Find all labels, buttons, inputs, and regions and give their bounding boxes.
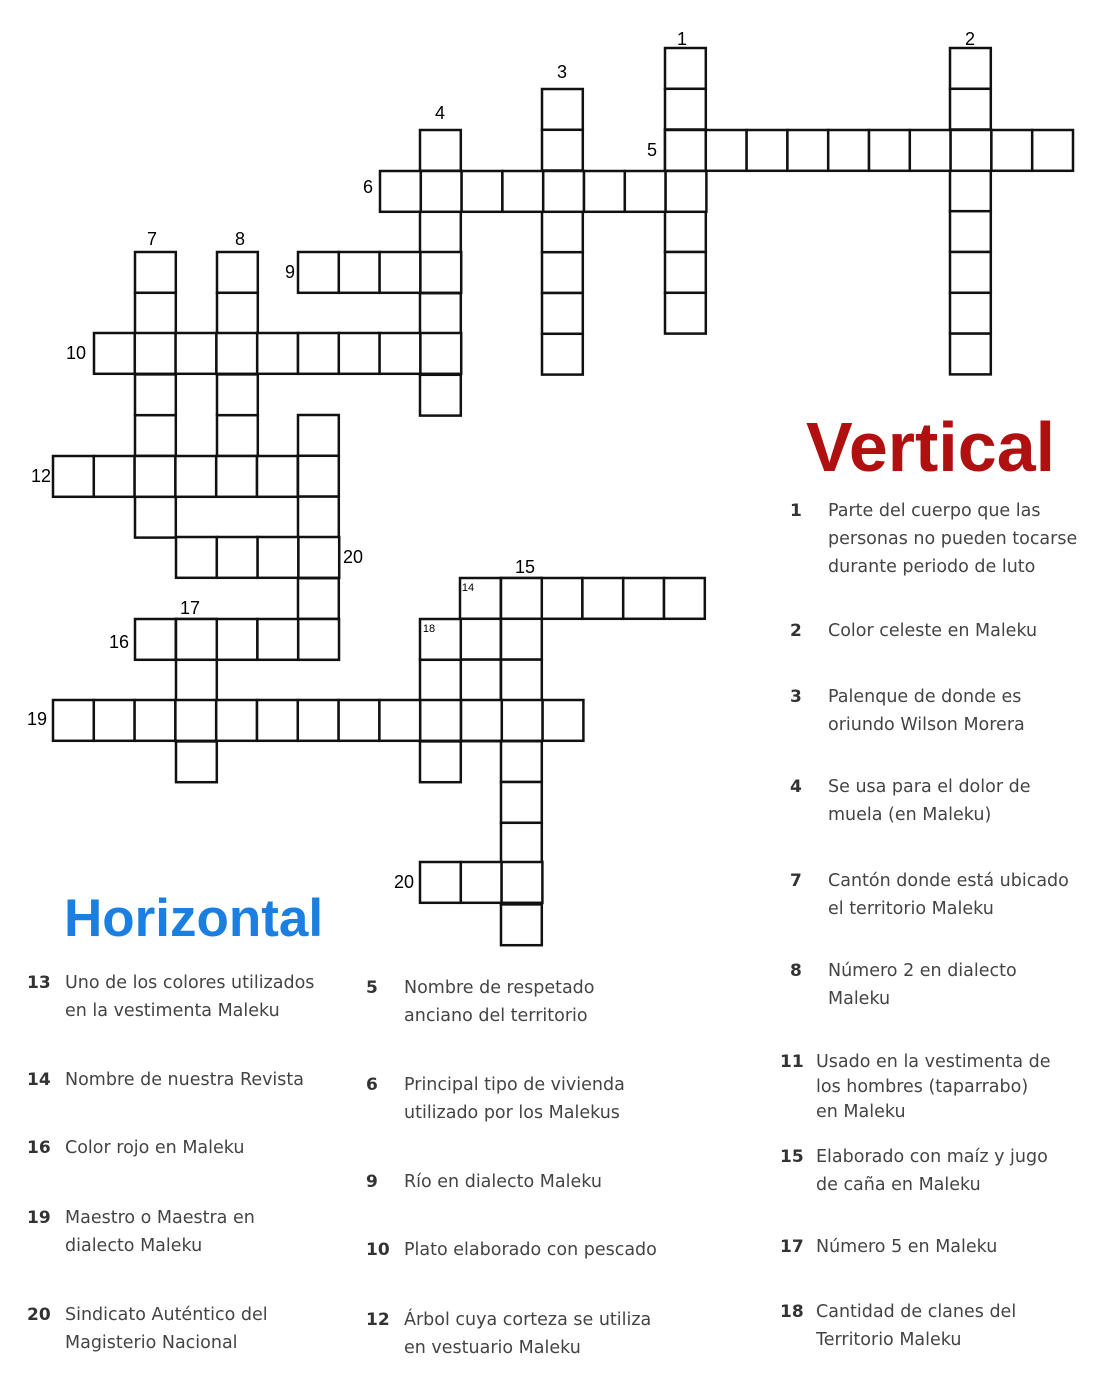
crossword-cell[interactable] <box>950 211 991 252</box>
crossword-cell[interactable] <box>420 741 461 782</box>
crossword-cell[interactable] <box>502 862 543 903</box>
crossword-cell[interactable] <box>460 660 501 701</box>
clue-number: 11 <box>780 1052 804 1072</box>
crossword-cell[interactable] <box>257 619 298 660</box>
vertical-clue-11 <box>780 1050 1051 1125</box>
clue-text: Río en dialecto Maleku <box>404 1172 602 1192</box>
crossword-cell[interactable] <box>298 619 339 660</box>
clue-text: Nombre de nuestra Revista <box>65 1070 305 1090</box>
crossword-cell[interactable] <box>339 700 380 741</box>
crossword-cell[interactable] <box>950 48 991 89</box>
crossword-cell[interactable] <box>53 456 94 497</box>
clue-text: Plato elaborado con pescado <box>404 1240 657 1260</box>
crossword-cell[interactable] <box>461 862 502 903</box>
grid-number-17: 17 <box>179 598 201 618</box>
crossword-cell[interactable] <box>582 578 623 619</box>
grid-number-10: 10 <box>65 343 87 363</box>
crossword-cell[interactable] <box>176 660 217 701</box>
clue-number: 16 <box>27 1138 51 1158</box>
crossword-cell[interactable] <box>257 700 298 741</box>
crossword-cell[interactable] <box>175 456 216 497</box>
crossword-cell[interactable] <box>258 537 299 578</box>
crossword-cell[interactable] <box>420 862 461 903</box>
clue-number: 10 <box>366 1240 390 1260</box>
clue-text: Nombre de respetado anciano del territorio <box>404 978 595 1026</box>
crossword-cell[interactable] <box>664 578 705 619</box>
crossword-cell[interactable] <box>584 171 625 212</box>
crossword-cell[interactable] <box>135 619 176 660</box>
crossword-cell[interactable] <box>420 130 461 171</box>
crossword-cell[interactable] <box>501 578 542 619</box>
crossword-cell[interactable] <box>217 293 258 334</box>
crossword-cell[interactable] <box>176 537 217 578</box>
crossword-cell[interactable] <box>502 700 543 741</box>
crossword-cell[interactable] <box>542 130 583 171</box>
crossword-cell[interactable] <box>217 619 258 660</box>
crossword-cell[interactable] <box>298 456 339 497</box>
crossword-cell[interactable] <box>420 660 461 701</box>
crossword-cell[interactable] <box>216 333 257 374</box>
clue-text: Árbol cuya corteza se utiliza en vestuario Maleku <box>404 1310 652 1358</box>
clue-text: Número 2 en dialecto Maleku <box>828 961 1017 1009</box>
crossword-cell[interactable] <box>176 619 217 660</box>
crossword-cell[interactable] <box>666 171 707 212</box>
vertical-clue-3 <box>790 683 1025 739</box>
grid-number-6: 6 <box>362 177 374 197</box>
horizontal-heading: Horizontal <box>64 889 324 948</box>
crossword-cell[interactable] <box>94 700 135 741</box>
grid-number-3: 3 <box>556 62 568 82</box>
clue-text: Se usa para el dolor de muela (en Maleku) <box>828 777 1031 825</box>
crossword-cell[interactable] <box>665 293 706 334</box>
crossword-cell[interactable] <box>135 497 176 538</box>
crossword-cell[interactable] <box>665 130 706 171</box>
grid-number-16: 16 <box>108 632 130 652</box>
grid-number-20-bottom: 20 <box>393 872 415 892</box>
crossword-cell[interactable] <box>420 293 461 334</box>
crossword-cell[interactable] <box>217 374 258 415</box>
clue-text: Palenque de donde es oriundo Wilson Morera <box>828 687 1025 735</box>
crossword-cell[interactable] <box>217 252 258 293</box>
crossword-cell[interactable] <box>420 333 461 374</box>
crossword-cell[interactable] <box>135 700 176 741</box>
crossword-cell[interactable] <box>217 537 258 578</box>
clue-text: Principal tipo de vivienda utilizado por los Malekus <box>404 1075 625 1123</box>
crossword-cell[interactable] <box>298 700 339 741</box>
crossword-cell[interactable] <box>828 130 869 171</box>
crossword-cell[interactable] <box>501 660 542 701</box>
crossword-cell[interactable] <box>257 333 298 374</box>
crossword-cell[interactable] <box>216 456 257 497</box>
crossword-cell[interactable] <box>950 334 991 375</box>
crossword-cell[interactable] <box>501 619 542 660</box>
clue-number: 17 <box>780 1237 804 1257</box>
grid-number-7: 7 <box>146 229 158 249</box>
clue-text: Sindicato Auténtico del Magisterio Nacional <box>65 1305 268 1353</box>
crossword-cell[interactable] <box>176 741 217 782</box>
clue-number: 5 <box>366 978 378 998</box>
crossword-cell[interactable] <box>461 700 502 741</box>
crossword-cell[interactable] <box>502 171 543 212</box>
clue-number: 4 <box>790 777 802 797</box>
crossword-cell[interactable] <box>379 700 420 741</box>
crossword-cell[interactable] <box>787 130 828 171</box>
vertical-clue-7 <box>790 867 1069 923</box>
crossword-cell[interactable] <box>542 578 583 619</box>
vertical-clue-4 <box>790 773 1030 829</box>
horizontal-clue-6 <box>366 1071 625 1127</box>
crossword-cell[interactable] <box>175 700 216 741</box>
clue-number: 13 <box>27 973 51 993</box>
crossword-cell[interactable] <box>421 171 462 212</box>
clue-number: 20 <box>27 1305 51 1325</box>
clue-number: 2 <box>790 621 802 641</box>
clue-text: Usado en la vestimenta de los hombres (taparrabo) en Maleku <box>816 1052 1051 1122</box>
clue-text: Número 5 en Maleku <box>816 1237 998 1257</box>
crossword-cell[interactable] <box>380 171 421 212</box>
vertical-clue-2 <box>790 617 1037 645</box>
crossword-cell[interactable] <box>460 619 501 660</box>
horizontal-clue-19 <box>27 1204 255 1260</box>
clue-text: Color celeste en Maleku <box>828 621 1038 641</box>
crossword-cell[interactable] <box>298 415 339 456</box>
crossword-cell[interactable] <box>53 700 94 741</box>
crossword-cell[interactable] <box>339 252 380 293</box>
crossword-cell[interactable] <box>135 456 176 497</box>
crossword-cell[interactable] <box>135 252 176 293</box>
vertical-clue-18 <box>780 1298 1016 1354</box>
crossword-cell[interactable] <box>542 211 583 252</box>
grid-number-4: 4 <box>434 103 446 123</box>
grid-number-12: 12 <box>30 466 52 486</box>
clue-text: Parte del cuerpo que las personas no pueden tocarse durante periodo de luto <box>828 501 1078 577</box>
grid-number-1: 1 <box>676 29 688 49</box>
grid-number-9: 9 <box>284 262 296 282</box>
crossword-cell[interactable] <box>135 374 176 415</box>
crossword-cell[interactable] <box>623 578 664 619</box>
vertical-clue-15 <box>780 1143 1048 1199</box>
crossword-cell[interactable] <box>217 415 258 456</box>
crossword-cell[interactable] <box>501 741 542 782</box>
crossword-cell[interactable] <box>462 171 503 212</box>
crossword-cell[interactable] <box>420 700 461 741</box>
crossword-cell[interactable] <box>543 171 584 212</box>
crossword-cell[interactable] <box>950 293 991 334</box>
clue-number: 9 <box>366 1172 378 1192</box>
clue-number: 19 <box>27 1208 51 1228</box>
crossword-cell[interactable] <box>625 171 666 212</box>
horizontal-clue-16 <box>27 1134 244 1162</box>
horizontal-clue-13 <box>27 969 314 1025</box>
crossword-cell[interactable] <box>665 89 706 130</box>
crossword-cell[interactable] <box>747 130 788 171</box>
crossword-cell[interactable] <box>135 415 176 456</box>
crossword-cell[interactable] <box>501 823 542 864</box>
crossword-cell[interactable] <box>176 333 217 374</box>
horizontal-clue-9 <box>366 1168 602 1196</box>
grid-number-5: 5 <box>646 140 658 160</box>
vertical-heading: Vertical <box>806 408 1056 486</box>
crossword-cell[interactable] <box>298 537 339 578</box>
grid-number-18: 18 <box>422 623 436 635</box>
crossword-cell[interactable] <box>706 130 747 171</box>
horizontal-clue-20 <box>27 1301 268 1357</box>
grid-number-2: 2 <box>964 29 976 49</box>
crossword-cell[interactable] <box>298 333 339 374</box>
crossword-cell[interactable] <box>951 130 992 171</box>
grid-number-20-top: 20 <box>342 547 364 567</box>
crossword-cell[interactable] <box>380 252 421 293</box>
horizontal-clue-14 <box>27 1066 304 1094</box>
clue-number: 7 <box>790 871 802 891</box>
grid-number-19: 19 <box>26 709 48 729</box>
crossword-cell[interactable] <box>665 211 706 252</box>
crossword-cell[interactable] <box>380 333 421 374</box>
crossword-cell[interactable] <box>420 252 461 293</box>
clue-number: 1 <box>790 501 802 521</box>
vertical-clue-8 <box>790 957 1017 1013</box>
clue-text: Cantón donde está ubicado el territorio Maleku <box>828 871 1069 919</box>
crossword-cell[interactable] <box>1032 130 1073 171</box>
grid-number-15: 15 <box>514 557 536 577</box>
crossword-cell[interactable] <box>542 89 583 130</box>
crossword-cell[interactable] <box>216 700 257 741</box>
crossword-cell[interactable] <box>420 375 461 416</box>
crossword-cell[interactable] <box>339 333 380 374</box>
crossword-cell[interactable] <box>420 212 461 253</box>
crossword-cell[interactable] <box>910 130 951 171</box>
clue-text: Maestro o Maestra en dialecto Maleku <box>65 1208 255 1256</box>
grid-number-14: 14 <box>461 582 475 594</box>
crossword-cell[interactable] <box>135 293 176 334</box>
grid-number-8: 8 <box>234 229 246 249</box>
crossword-cell[interactable] <box>94 456 135 497</box>
clue-number: 18 <box>780 1302 804 1322</box>
crossword-cell[interactable] <box>665 48 706 89</box>
crossword-cell[interactable] <box>298 497 339 538</box>
clue-number: 8 <box>790 961 802 981</box>
crossword-cell[interactable] <box>501 904 542 945</box>
crossword-cell[interactable] <box>298 252 339 293</box>
clue-number: 3 <box>790 687 802 707</box>
crossword-cell[interactable] <box>135 333 176 374</box>
crossword-cell[interactable] <box>542 293 583 334</box>
horizontal-clue-12 <box>366 1306 651 1362</box>
horizontal-clue-5 <box>366 974 595 1030</box>
crossword-cell[interactable] <box>501 782 542 823</box>
clue-text: Color rojo en Maleku <box>65 1138 245 1158</box>
vertical-clue-17 <box>780 1233 997 1261</box>
crossword-cell[interactable] <box>869 130 910 171</box>
crossword-cell[interactable] <box>665 252 706 293</box>
horizontal-clue-10 <box>366 1236 657 1264</box>
crossword-cell[interactable] <box>950 89 991 130</box>
clue-number: 6 <box>366 1075 378 1095</box>
crossword-cell[interactable] <box>542 334 583 375</box>
crossword-cell[interactable] <box>94 333 135 374</box>
clue-text: Elaborado con maíz y jugo de caña en Maleku <box>816 1147 1048 1195</box>
clue-text: Uno de los colores utilizados en la vestimenta Maleku <box>65 973 315 1021</box>
clue-number: 14 <box>27 1070 51 1090</box>
vertical-clue-1 <box>790 497 1077 581</box>
crossword-cell[interactable] <box>991 130 1032 171</box>
crossword-cell[interactable] <box>542 252 583 293</box>
clue-number: 15 <box>780 1147 804 1167</box>
clue-number: 12 <box>366 1310 390 1330</box>
crossword-cell[interactable] <box>298 578 339 619</box>
clue-text: Cantidad de clanes del Territorio Maleku <box>816 1302 1017 1350</box>
crossword-cell[interactable] <box>543 700 584 741</box>
crossword-cell[interactable] <box>257 456 298 497</box>
crossword-cell[interactable] <box>950 252 991 293</box>
crossword-cell[interactable] <box>950 170 991 211</box>
